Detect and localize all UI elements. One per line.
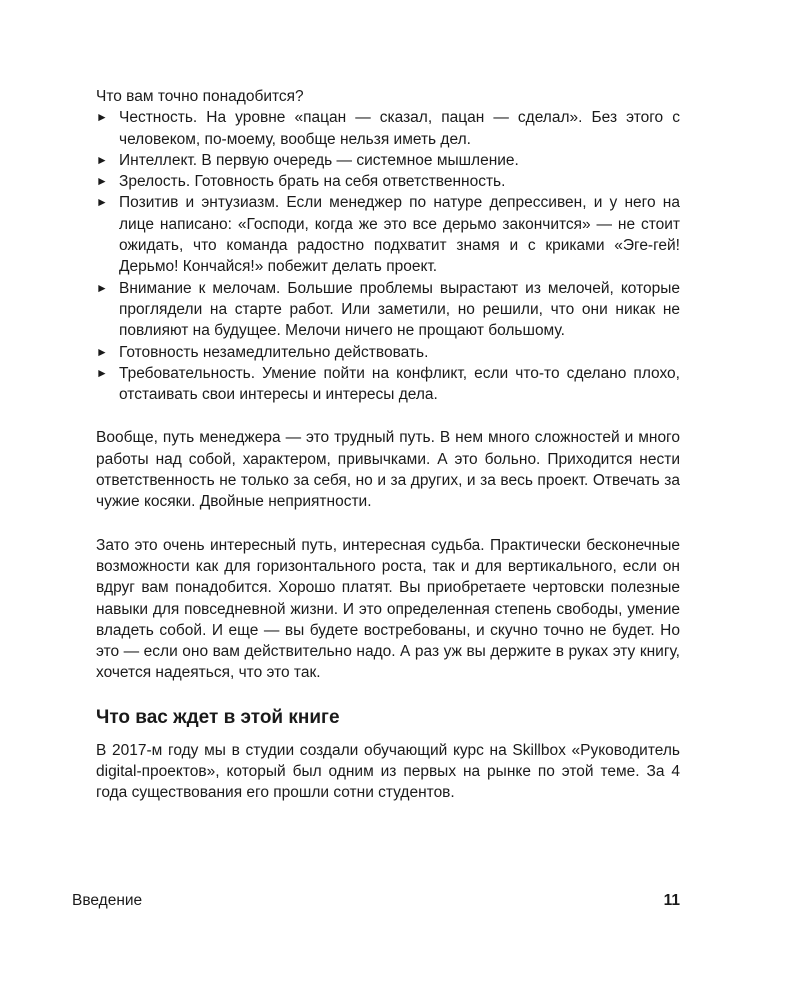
bullet-arrow-icon: ► xyxy=(96,344,108,359)
paragraph: Вообще, путь менеджера — это трудный путь. В нем много сложностей и много работы над собой, характером, привычками. А это больно. Приходится нести ответственность не только за себя, но и за других, и за весь проект. Отвечать за чужие косяки. Двойные неприятности. xyxy=(96,429,680,511)
list-item-text: Зрелость. Готовность брать на себя ответственность. xyxy=(119,173,506,191)
list-item xyxy=(96,342,680,363)
list-item xyxy=(96,171,680,192)
page-number: 11 xyxy=(663,892,680,909)
list-item-text: Требовательность. Умение пойти на конфликт, если что-то сделано плохо, отстаивать свои интересы и интересы дела. xyxy=(119,364,680,404)
list-item-text: Честность. На уровне «пацан — сказал, пацан — сделал». Без этого с человеком, по-моему, вообще нельзя иметь дел. xyxy=(119,109,680,148)
bullet-arrow-icon: ► xyxy=(96,365,108,380)
list-item-text: Внимание к мелочам. Большие проблемы вырастают из мелочей, которые проглядели на старте работ. Или заметили, но решили, что они никак не повлияют на будущее. Мелочи ничего не прощают большому. xyxy=(119,279,680,340)
list-item-text: Готовность незамедлительно действовать. xyxy=(119,343,429,361)
list-item xyxy=(96,363,680,406)
list-item xyxy=(96,107,680,150)
spacer xyxy=(96,405,680,427)
paragraph: В 2017-м году мы в студии создали обучающий курс на Skillbox «Руководитель digital-проектов», который был одним из первых на рынке по этой теме. За 4 года существования его прошли сотни студентов. xyxy=(96,741,680,802)
bullet-arrow-icon: ► xyxy=(96,152,108,167)
spacer xyxy=(96,730,680,740)
spacer xyxy=(96,513,680,535)
page-body xyxy=(96,86,680,804)
bullet-arrow-icon: ► xyxy=(96,174,108,189)
list-item-text: Интеллект. В первую очередь — системное мышление. xyxy=(119,151,519,169)
spacer xyxy=(96,684,680,706)
list-item xyxy=(96,192,680,277)
bullet-arrow-icon: ► xyxy=(96,280,108,295)
requirements-list xyxy=(96,107,680,405)
list-item-text: Позитив и энтузиазм. Если менеджер по натуре депрессивен, и у него на лице написано: «Господи, когда же это все дерьмо закончится» — не стоит ожидать, что команда радостно подхватит знамя и с криками «Эге-гей! Дерьмо! Кончайся!» побежит делать проект. xyxy=(119,194,680,276)
bullet-arrow-icon: ► xyxy=(96,110,108,125)
bullet-arrow-icon: ► xyxy=(96,195,108,210)
list-item xyxy=(96,278,680,342)
section-heading: Что вас ждет в этой книге xyxy=(96,706,340,728)
list-item xyxy=(96,150,680,171)
paragraph: Зато это очень интересный путь, интересная судьба. Практически бесконечные возможности как для горизонтального роста, так и для вертикального, если он вдруг вам понадобится. Хорошо платят. Вы приобретаете чертовски полезные навыки для повседневной жизни. И это определенная степень свободы, умение владеть собой. И еще — вы будете востребованы, и скучно точно не будет. Но это — если оно вам действительно надо. А раз уж вы держите в руках эту книгу, хочется надеяться, что это так. xyxy=(96,536,680,682)
running-footer-chapter: Введение xyxy=(72,892,143,909)
intro-line: Что вам точно понадобится? xyxy=(96,88,304,105)
